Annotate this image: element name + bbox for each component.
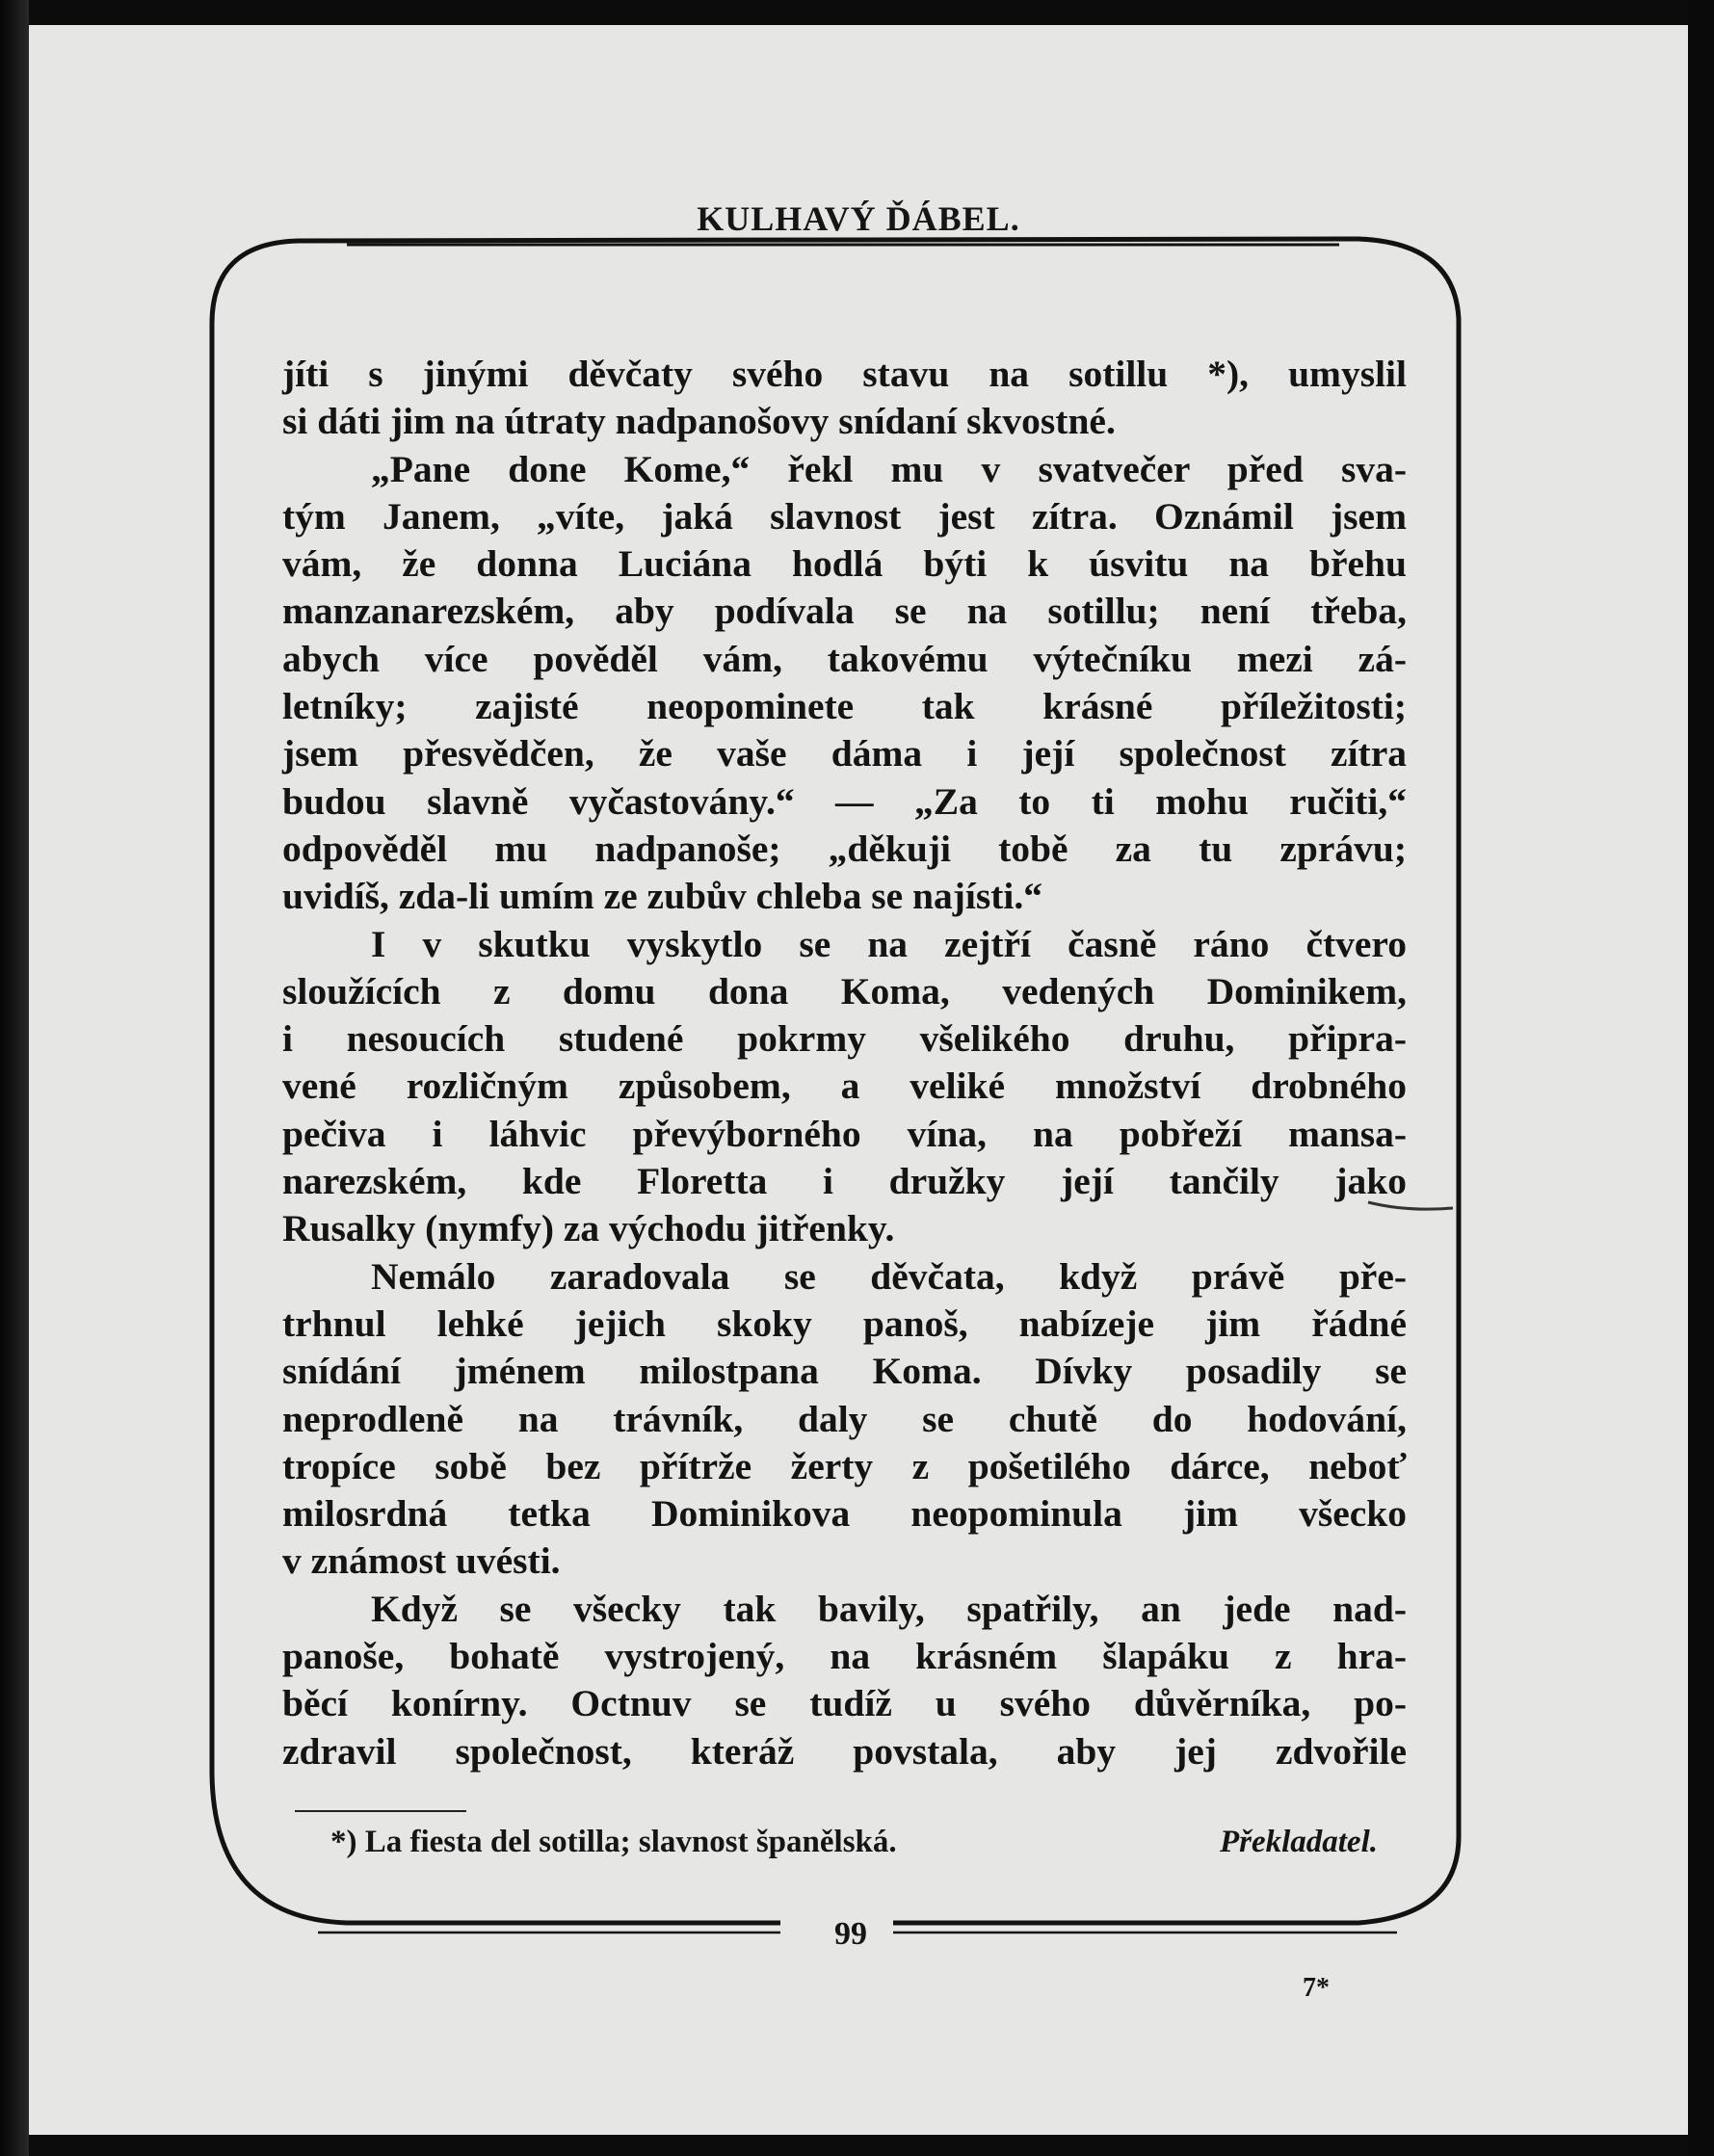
body-text [282,351,1407,1775]
text-line: snídání jménem milostpana Koma. Dívky posadily se [282,1350,1407,1393]
text-line: narezském, kde Floretta i družky její tančily jako [282,1160,1407,1203]
signature-mark: 7* [1303,1973,1330,2003]
text-line: Nemálo zaradovala se děvčata, když právě pře- [371,1254,1407,1298]
text-line: uvidíš, zda-li umím ze zubův chleba se najísti.“ [282,875,1042,918]
text-line: I v skutku vyskytlo se na zejtří časně ráno čtvero [371,922,1407,965]
text-line: budou slavně vyčastovány.“ — „Za to ti mohu ručiti,“ [282,779,1407,823]
text-line: pečiva i láhvic převýborného vína, na pobřeží mansa- [282,1112,1407,1155]
text-line: Rusalky (nymfy) za východu jitřenky. [282,1207,895,1250]
footnote [330,1825,1378,1860]
text-line: milosrdná tetka Dominikova neopominula jim všecko [282,1492,1407,1536]
text-line: tým Janem, „víte, jaká slavnost jest zítra. Oznámil jsem [282,494,1407,538]
text-line: vám, že donna Luciána hodlá býti k úsvitu na břehu [282,542,1407,586]
footnote-rule [295,1810,466,1812]
book-page [29,25,1688,2135]
text-line: manzanarezském, aby podívala se na sotillu; není třeba, [282,590,1407,633]
book-binding-shadow [0,0,29,2156]
text-line: v známost uvésti. [282,1539,561,1583]
text-line: tropíce sobě bez přítrže žerty z pošetilého dárce, neboť [282,1444,1407,1487]
text-line: „Pane done Kome,“ řekl mu v svatvečer před sva- [371,447,1407,490]
text-line: odpověděl mu nadpanoše; „děkuji tobě za tu zprávu; [282,827,1407,870]
text-line: Když se všecky tak bavily, spatřily, an jede nad- [371,1587,1407,1630]
text-line: letníky; zajisté neopominete tak krásné příležitosti; [282,685,1407,728]
page-number: 99 [834,1916,867,1952]
text-line: jsem přesvědčen, že vaše dáma i její společnost zítra [282,732,1407,776]
page-edge-shadow [1688,0,1714,2156]
text-line: neprodleně na trávník, daly se chutě do hodování, [282,1397,1407,1440]
text-line: i nesoucích studené pokrmy všelikého druhu, připra- [282,1017,1407,1061]
footnote-text: *) La fiesta del sotilla; slavnost španělská. [330,1825,897,1859]
text-line: si dáti jim na útraty nadpanošovy snídaní skvostné. [282,400,1116,443]
text-line: abych více pověděl vám, takovému výtečníku mezi zá- [282,637,1407,680]
text-line: jíti s jinými děvčaty svého stavu na sotillu *), umyslil [282,353,1407,395]
text-line: panoše, bohatě vystrojený, na krásném šlapáku z hra- [282,1635,1407,1678]
footnote-signature: Překladatel. [1219,1825,1378,1859]
text-line: zdravil společnost, kteráž povstala, aby jej zdvořile [282,1729,1407,1773]
text-line: vené rozličným způsobem, a veliké množství drobného [282,1065,1407,1108]
text-line: trhnul lehké jejich skoky panoš, nabízeje jim řádné [282,1301,1407,1345]
text-line: běcí konírny. Octnuv se tudíž u svého důvěrníka, po- [282,1682,1407,1725]
running-head: KULHAVÝ ĎÁBEL. [697,199,1020,238]
text-line: sloužících z domu dona Koma, vedených Dominikem, [282,969,1407,1012]
